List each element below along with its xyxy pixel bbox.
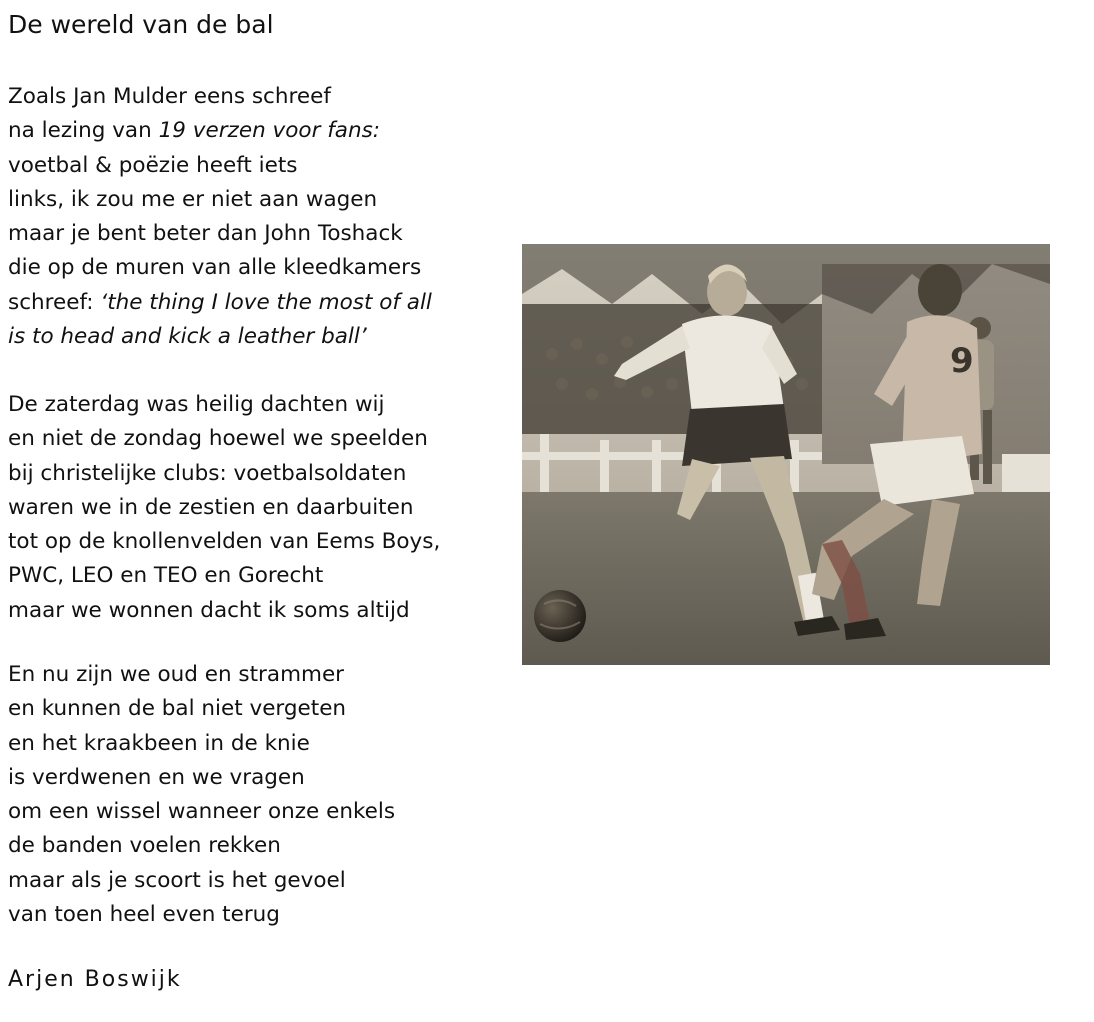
poem-line-text: die op de muren van alle kleedkamers [8,255,422,281]
poem-line [8,692,395,726]
poem-line-text: maar je bent beter dan John Toshack [8,221,403,247]
poem-line-text: waren we in de zestien en daarbuiten [8,494,414,520]
stanza-3 [8,658,395,932]
poem-line-text: en niet de zondag hoewel we speelden [8,426,428,452]
poem-line [8,559,440,593]
poem-line-italic: is to head and kick a leather ball’ [8,324,367,350]
football [534,590,586,642]
poem-line-text: en het kraakbeen in de knie [8,730,310,756]
poem-line-text: maar we wonnen dacht ik soms altijd [8,597,410,623]
poem-line [8,457,440,491]
poem-line-text: van toen heel even terug [8,902,280,928]
poem-line [8,727,395,761]
poem-line-text: PWC, LEO en TEO en Gorecht [8,563,324,589]
poem-line [8,217,432,251]
poem-line-text: is verdwenen en we vragen [8,764,305,790]
poem-line [8,864,395,898]
poem-line [8,388,440,422]
poem-line [8,594,440,628]
poem-line [8,422,440,456]
poem-line-text: en kunnen de bal niet vergeten [8,696,347,722]
poem-line-text: Zoals Jan Mulder eens schreef [8,84,331,109]
poem-line-italic: 19 verzen voor fans: [158,118,381,144]
poem-line-text: de banden voelen rekken [8,833,281,859]
poem-title: De wereld van de bal [8,10,274,39]
poem-line-text: voetbal & poëzie heeft iets [8,152,298,178]
poem-line-text: bij christelijke clubs: voetbalsoldaten [8,460,407,486]
poem-line [8,320,432,354]
poem-line-text: na lezing van [8,118,159,144]
poem-line [8,795,395,829]
poem-line [8,898,395,932]
poem-line-text: En nu zijn we oud en strammer [8,662,345,687]
shirt-number: 9 [950,341,974,381]
poem-line-text: De zaterdag was heilig dachten wij [8,392,385,417]
poem-line-text: maar als je scoort is het gevoel [8,867,346,893]
poem-line [8,525,440,559]
poem-line [8,829,395,863]
poem-line [8,761,395,795]
poem-line [8,286,432,320]
poem-line-text: om een wissel wanneer onze enkels [8,799,396,825]
poem-line [8,114,432,148]
poem-line [8,491,440,525]
stanza-2 [8,388,440,628]
poem-line [8,183,432,217]
poem-line-text: tot op de knollenvelden van Eems Boys, [8,529,441,555]
poem-line [8,149,432,183]
poem-author: Arjen Boswijk [8,967,182,992]
poem-line-text: links, ik zou me er niet aan wagen [8,186,378,212]
poem-line-italic: ‘the thing I love the most of all [100,289,432,315]
poem-line [8,80,432,114]
stanza-1 [8,80,432,354]
poem-line [8,658,395,692]
poem-line [8,251,432,285]
football-photo [522,244,1050,665]
poem-line-text: schreef: [8,289,101,315]
